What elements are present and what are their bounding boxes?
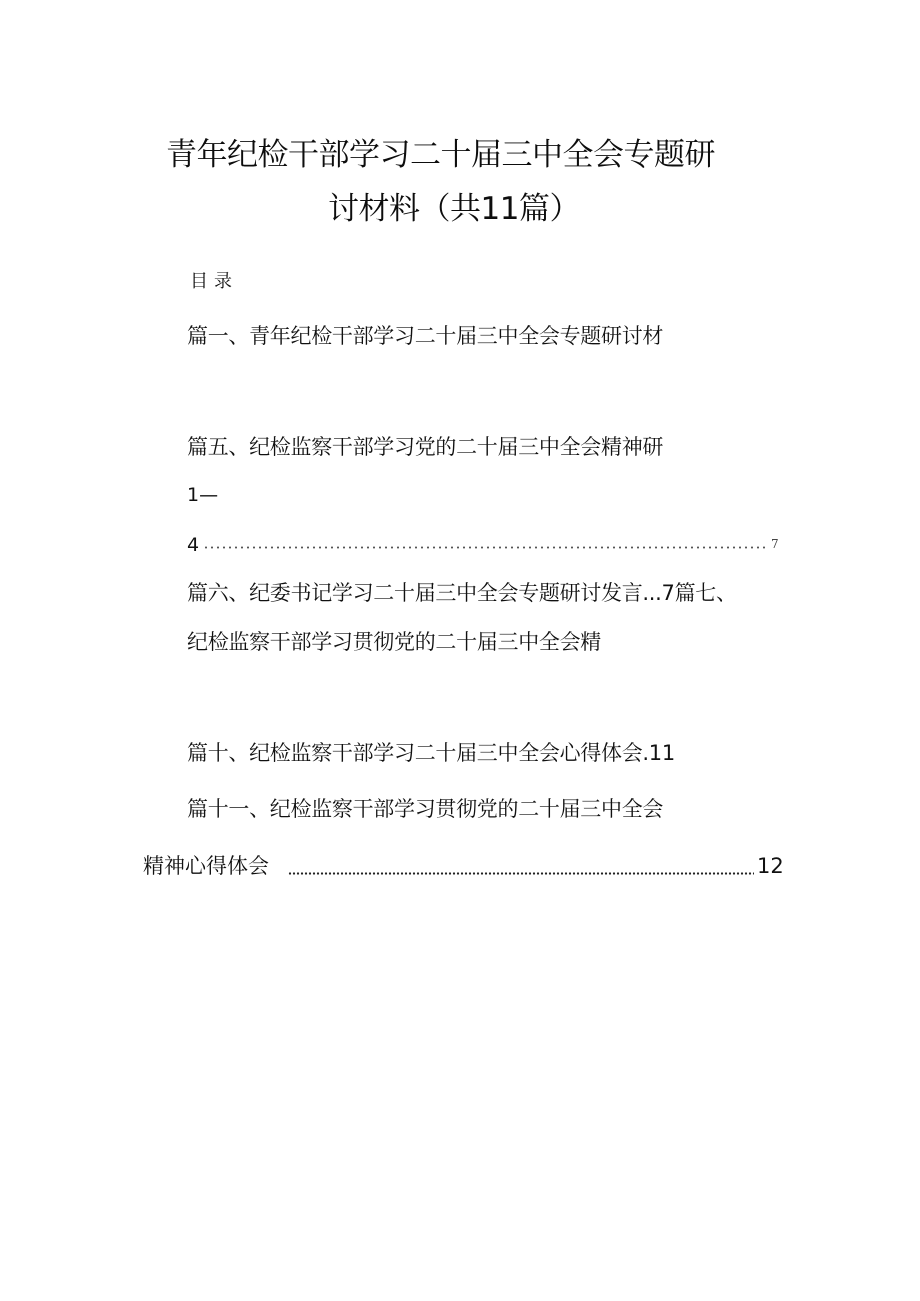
toc-entry-11-page-number: 12 bbox=[757, 854, 784, 878]
toc-entry-6[interactable]: 篇六、纪委书记学习二十届三中全会专题研讨发言...7篇七、 bbox=[187, 581, 737, 605]
toc-entry-5-page-end: 4 bbox=[187, 534, 200, 556]
toc-entry-7-continuation[interactable]: 纪检监察干部学习贯彻党的二十届三中全会精 bbox=[187, 630, 601, 654]
toc-entry-5-page-range: 1— bbox=[187, 484, 219, 506]
toc-entry-10[interactable]: 篇十、纪检监察干部学习二十届三中全会心得体会.11 bbox=[187, 741, 675, 765]
dot-leader bbox=[203, 546, 769, 549]
toc-entry-11-continuation-row[interactable] bbox=[143, 856, 783, 877]
toc-entry-5[interactable]: 篇五、纪检监察干部学习党的二十届三中全会精神研 bbox=[187, 435, 664, 459]
toc-entry-11-continuation: 精神心得体会 bbox=[143, 854, 269, 878]
toc-entry-1[interactable]: 篇一、青年纪检干部学习二十届三中全会专题研讨材 bbox=[187, 324, 664, 348]
toc-entry-5-page-number: 7 bbox=[771, 537, 779, 551]
document-title-line-1: 青年纪检干部学习二十届三中全会专题研 bbox=[166, 137, 715, 173]
toc-heading: 目录 bbox=[190, 271, 238, 292]
dot-leader bbox=[288, 872, 754, 875]
document-title-line-2: 讨材料（共11篇） bbox=[328, 191, 580, 227]
toc-entry-5-leader-row bbox=[187, 536, 787, 555]
toc-entry-11[interactable]: 篇十一、纪检监察干部学习贯彻党的二十届三中全会 bbox=[187, 797, 664, 821]
